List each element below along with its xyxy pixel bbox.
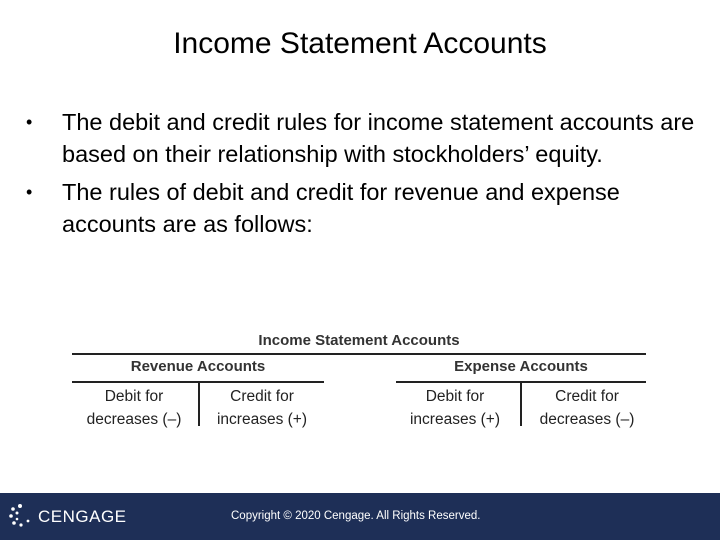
bullet-marker: • — [26, 112, 33, 132]
expense-accounts-heading: Expense Accounts — [454, 358, 588, 375]
revenue-credit-line1: Credit for — [230, 388, 294, 405]
cengage-logo-text: CENGAGE — [38, 507, 127, 526]
revenue-debit-cell — [72, 385, 196, 431]
expense-credit-line2: decreases (–) — [539, 411, 635, 428]
revenue-credit-cell — [200, 385, 324, 431]
copyright-text: Copyright © 2020 Cengage. All Rights Reserved. — [231, 510, 481, 522]
slide-title: Income Statement Accounts — [173, 27, 547, 60]
expense-credit-cell — [522, 385, 652, 431]
diagram-top-rule — [72, 353, 646, 355]
bullet-text: The debit and credit rules for income statement accounts are based on their relationship with stockholders’ equity. — [62, 109, 695, 167]
diagram-title: Income Statement Accounts — [258, 332, 460, 349]
cengage-logo — [8, 505, 127, 529]
revenue-debit-line2: decreases (–) — [86, 411, 182, 428]
debit-credit-rules-diagram — [72, 332, 646, 432]
cengage-logo-icon — [8, 503, 32, 532]
revenue-credit-line2: increases (+) — [216, 411, 308, 428]
bullet-item — [26, 106, 696, 170]
bullet-list — [26, 106, 696, 246]
expense-credit-line1: Credit for — [555, 388, 619, 405]
bullet-marker: • — [26, 182, 33, 202]
expense-debit-line2: increases (+) — [409, 411, 501, 428]
revenue-accounts-heading: Revenue Accounts — [130, 358, 266, 375]
slide-footer — [0, 493, 720, 540]
expense-debit-line1: Debit for — [425, 388, 485, 405]
revenue-debit-line1: Debit for — [104, 388, 164, 405]
bullet-text: The rules of debit and credit for revenue and expense accounts are as follows: — [62, 179, 620, 237]
bullet-item — [26, 176, 696, 240]
expense-debit-cell — [390, 385, 520, 431]
